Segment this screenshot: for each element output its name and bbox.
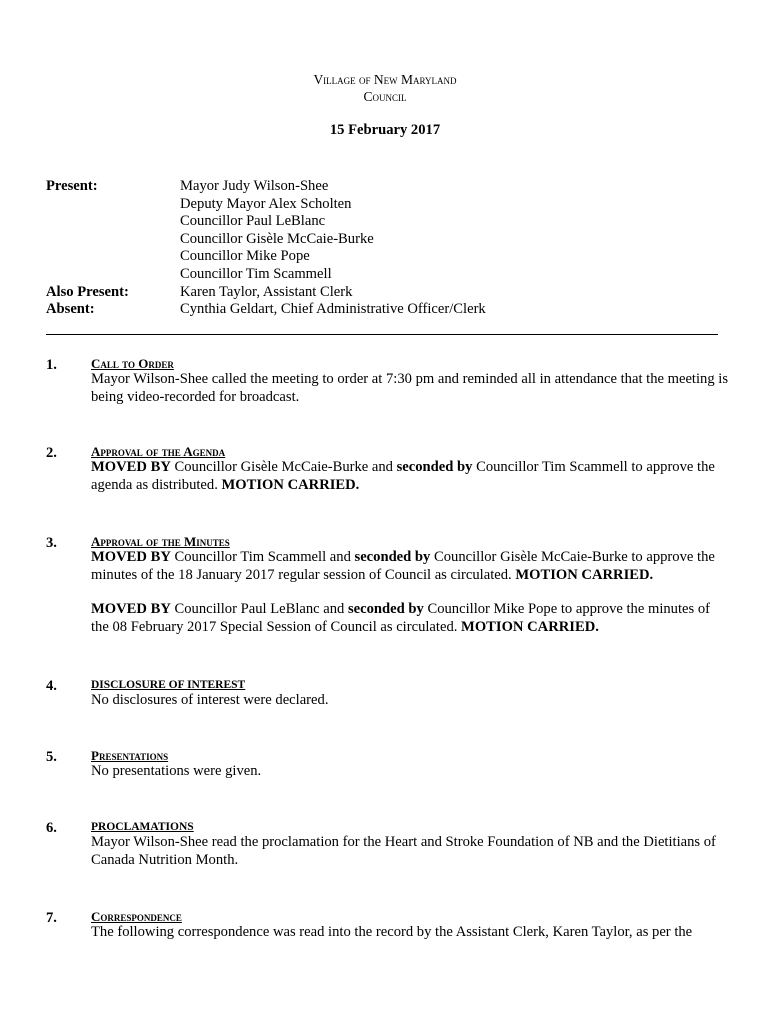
motion-body: Councillor Gisèle McCaie-Burke to approve the minutes of the 18 January 2017 regular session of Council as circulated. [91,549,715,583]
seconded-by-label: seconded by [348,601,424,618]
seconded-by-label: seconded by [354,549,431,565]
absent-value: Cynthia Geldart, Chief Administrative Officer/Clerk [180,301,486,318]
body-name: Council [363,89,407,104]
document-header [0,71,770,140]
motion-mover: Councillor Tim Scammell and [170,549,355,565]
motion-mover: Councillor Gisèle McCaie-Burke and [170,459,397,475]
item-heading: Presentations [91,748,169,763]
motion-carried: MOTION CARRIED. [515,566,654,583]
present-label: Present: [46,178,98,194]
item-number: 3. [46,535,57,551]
agenda-item-proclamations [46,820,736,869]
moved-by-label: MOVED BY [91,459,171,475]
item-heading: DISCLOSURE OF INTEREST [91,679,246,691]
attendance-block [46,178,726,319]
motion-mover: Councillor Paul LeBlanc and [170,601,348,618]
item-heading: Approval of the Minutes [91,534,230,549]
meeting-date: 15 February 2017 [329,122,441,138]
also-present-label: Also Present: [46,283,129,300]
present-row [46,178,726,284]
also-present-row [46,284,726,302]
item-number: 1. [46,357,57,373]
attendee: Councillor Paul LeBlanc [180,213,326,230]
item-heading: Call to Order [91,356,174,371]
moved-by-label: MOVED BY [91,601,171,618]
agenda-item-disclosure-of-interest [46,678,736,710]
agenda-item-call-to-order [46,357,736,406]
item-heading: Approval of the Agenda [91,444,226,459]
motion-text [91,459,731,494]
absent-label: Absent: [46,301,95,318]
organization-name: Village of New Maryland [313,72,457,87]
agenda-item-presentations [46,749,736,781]
agenda-item-approval-of-agenda [46,445,736,494]
motion-carried: MOTION CARRIED. [221,476,360,493]
attendee: Councillor Tim Scammell [180,265,332,282]
agenda-item-approval-of-minutes [46,535,736,636]
divider [46,334,718,335]
item-number: 5. [46,749,57,765]
attendee: Deputy Mayor Alex Scholten [180,195,352,212]
absent-row [46,301,726,319]
item-number: 4. [46,678,57,694]
present-list [180,178,726,284]
item-text: Mayor Wilson-Shee called the meeting to order at 7:30 pm and reminded all in attendance that the meeting is being video-recorded for broadcast. [91,371,729,405]
motion-text [91,601,731,636]
item-number: 2. [46,445,57,461]
motion-body: Councillor Mike Pope to approve the minutes of the 08 February 2017 Special Session of Council as circulated. [91,601,710,635]
item-text: No presentations were given. [91,763,262,779]
item-heading: Correspondence [91,909,182,924]
attendee: Councillor Gisèle McCaie-Burke [180,230,374,247]
motion-text [91,549,731,584]
seconded-by-label: seconded by [396,459,473,475]
motion-carried: MOTION CARRIED. [461,618,599,635]
item-text: Mayor Wilson-Shee read the proclamation for the Heart and Stroke Foundation of NB and the Dietitians of Canada Nutrition Month. [91,834,716,868]
also-present-value: Karen Taylor, Assistant Clerk [180,283,353,300]
agenda-item-correspondence [46,910,736,942]
motion-body: Councillor Tim Scammell to approve the agenda as distributed. [91,459,715,493]
item-number: 6. [46,820,57,836]
attendee: Councillor Mike Pope [180,248,310,265]
item-number: 7. [46,910,57,926]
item-text: No disclosures of interest were declared. [91,692,329,708]
item-text: The following correspondence was read into the record by the Assistant Clerk, Karen Taylor, as per the [91,924,693,940]
item-heading: PROCLAMATIONS [91,821,194,833]
moved-by-label: MOVED BY [91,549,171,565]
attendee: Mayor Judy Wilson-Shee [180,178,329,194]
